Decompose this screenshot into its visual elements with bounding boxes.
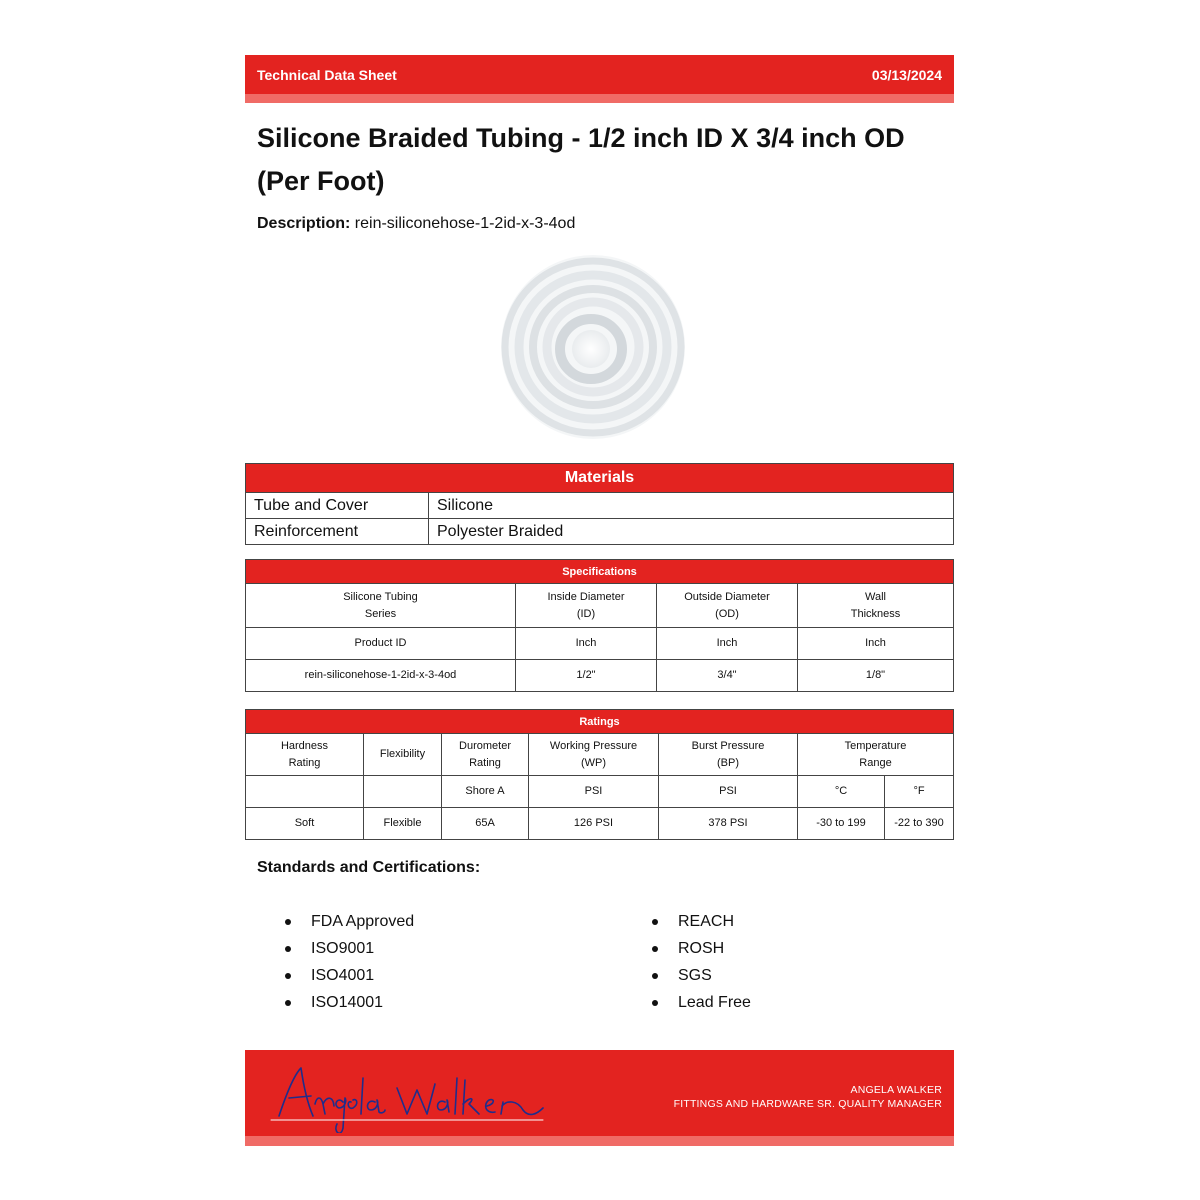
materials-heading: Materials (246, 464, 954, 493)
rating-unit (364, 776, 442, 808)
material-name: Tube and Cover (246, 493, 429, 519)
ratings-table (245, 709, 954, 840)
spec-header-od: Outside Diameter (OD) (657, 584, 798, 628)
footer-bar (245, 1050, 954, 1136)
rating-unit: °F (885, 776, 954, 808)
signer-title: FITTINGS AND HARDWARE SR. QUALITY MANAGER (673, 1098, 942, 1110)
list-item: FDA Approved (245, 908, 414, 935)
ratings-heading: Ratings (246, 710, 954, 734)
description-label: Description: (257, 215, 351, 232)
header-date: 03/13/2024 (871, 66, 942, 83)
rating-unit: Shore A (442, 776, 529, 808)
materials-table (245, 463, 954, 545)
spec-unit: Inch (516, 628, 657, 660)
rating-unit: PSI (529, 776, 659, 808)
list-item: SGS (612, 962, 751, 989)
table-row (246, 519, 954, 545)
spec-unit: Inch (798, 628, 954, 660)
rating-unit: PSI (659, 776, 798, 808)
header-label: Technical Data Sheet (257, 66, 397, 83)
rating-value: 65A (442, 808, 529, 840)
header-stripe (245, 94, 954, 103)
rating-value: 378 PSI (659, 808, 798, 840)
material-name: Reinforcement (246, 519, 429, 545)
spec-unit: Inch (657, 628, 798, 660)
rating-unit: °C (798, 776, 885, 808)
rating-header-durometer: Durometer Rating (442, 734, 529, 776)
description-value: rein-siliconehose-1-2id-x-3-4od (354, 215, 576, 232)
signature (267, 1058, 547, 1133)
rating-header-bp: Burst Pressure (BP) (659, 734, 798, 776)
list-item: ISO4001 (245, 962, 414, 989)
spec-header-id: Inside Diameter (ID) (516, 584, 657, 628)
rating-value: 126 PSI (529, 808, 659, 840)
table-row (246, 660, 954, 692)
list-item: REACH (612, 908, 751, 935)
table-row (246, 776, 954, 808)
signer-name: ANGELA WALKER (850, 1084, 942, 1096)
rating-header-hardness: Hardness Rating (246, 734, 364, 776)
standards-list-right (612, 908, 751, 1016)
specifications-heading: Specifications (246, 560, 954, 584)
rating-header-flexibility: Flexibility (364, 734, 442, 776)
spec-value: 1/8" (798, 660, 954, 692)
header-bar (245, 55, 954, 94)
spec-unit: Product ID (246, 628, 516, 660)
spec-header-wall: Wall Thickness (798, 584, 954, 628)
list-item: ROSH (612, 935, 751, 962)
material-value: Silicone (429, 493, 954, 519)
rating-value: -30 to 199 (798, 808, 885, 840)
rating-value: Soft (246, 808, 364, 840)
spec-header-series: Silicone Tubing Series (246, 584, 516, 628)
specifications-table (245, 559, 954, 692)
list-item: Lead Free (612, 989, 751, 1016)
signer-block (674, 1083, 942, 1111)
description (257, 215, 942, 233)
rating-header-temperature: Temperature Range (798, 734, 954, 776)
rating-value: Flexible (364, 808, 442, 840)
table-row (246, 628, 954, 660)
rating-unit (246, 776, 364, 808)
rating-header-wp: Working Pressure (WP) (529, 734, 659, 776)
material-value: Polyester Braided (429, 519, 954, 545)
data-sheet (245, 55, 954, 1110)
list-item: ISO14001 (245, 989, 414, 1016)
spec-value: 3/4" (657, 660, 798, 692)
page-title: Silicone Braided Tubing - 1/2 inch ID X 3/4 inch OD (Per Foot) (257, 123, 905, 196)
standards-list-left (245, 908, 414, 1016)
spec-value: 1/2" (516, 660, 657, 692)
rating-value: -22 to 390 (885, 808, 954, 840)
table-row (246, 808, 954, 840)
tubing-coil-image (498, 252, 688, 442)
footer-stripe (245, 1136, 954, 1146)
list-item: ISO9001 (245, 935, 414, 962)
spec-value: rein-siliconehose-1-2id-x-3-4od (246, 660, 516, 692)
standards-heading: Standards and Certifications: (257, 859, 481, 876)
table-row (246, 493, 954, 519)
